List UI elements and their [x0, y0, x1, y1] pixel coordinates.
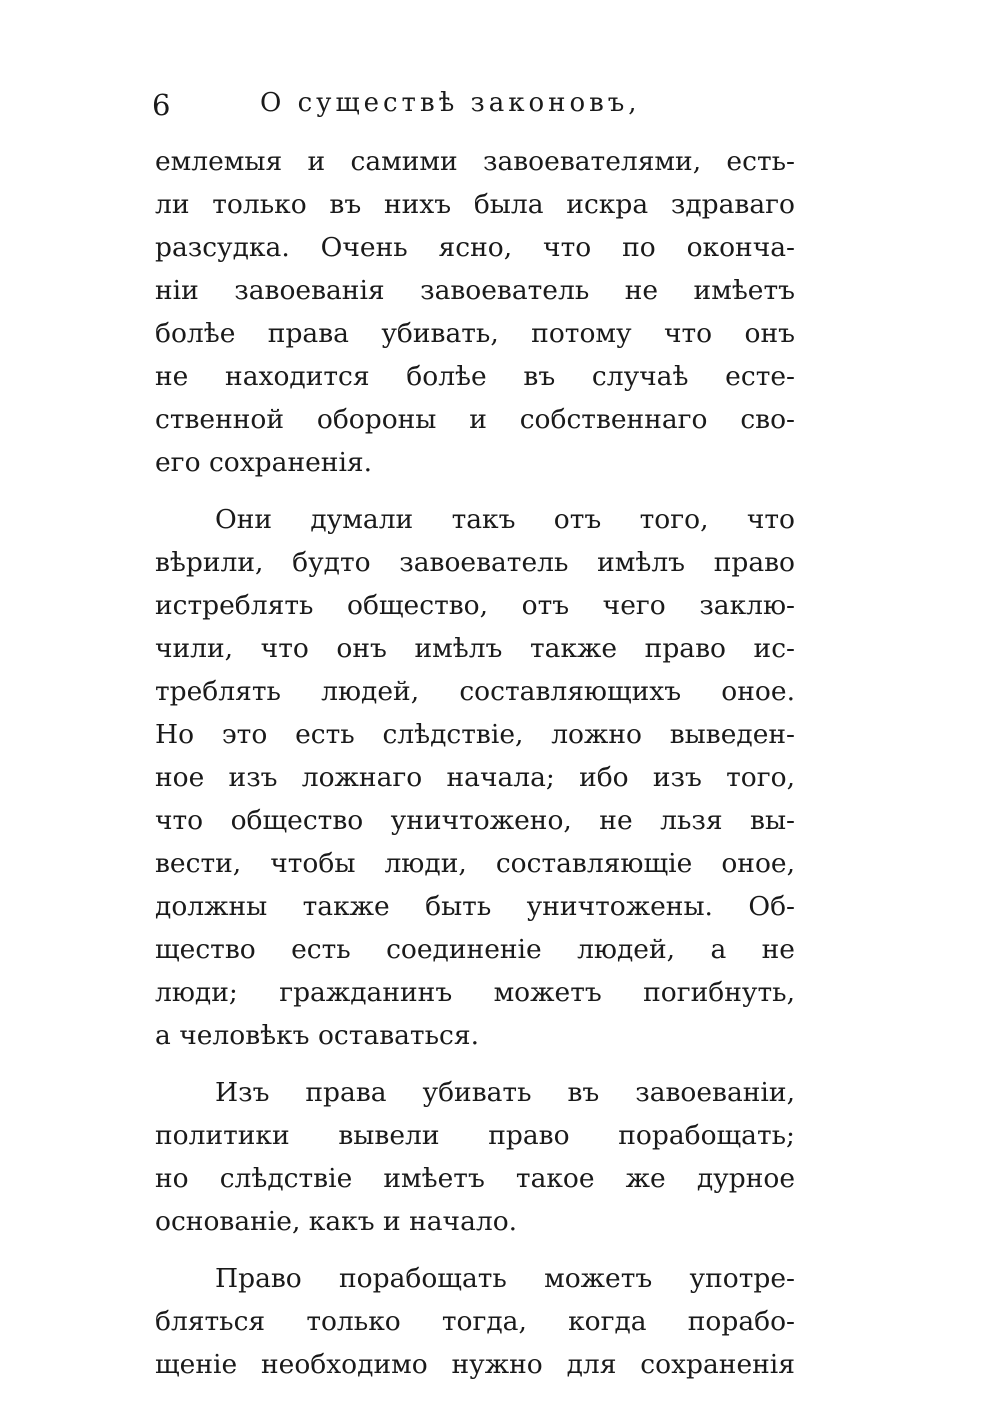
paragraph-1 — [155, 140, 795, 484]
text-line: разсудка. Очень ясно, что по оконча- — [155, 232, 795, 263]
paragraph-4 — [155, 1257, 795, 1386]
text-line: политики вывели право порабощать; — [155, 1120, 795, 1151]
text-line: люди; гражданинъ можетъ погибнуть, — [155, 977, 795, 1008]
text-line: вести, чтобы люди, составляющiе оное, — [155, 848, 795, 879]
text-line: но слѣдствiе имѣетъ такое же дурное — [155, 1163, 795, 1194]
text-line: треблять людей, составляющихъ оное. — [155, 676, 795, 707]
text-line: должны также быть уничтожены. Об- — [155, 891, 795, 922]
text-line: что общество уничтожено, не льзя вы- — [155, 805, 795, 836]
text-line: нiи завоеванiя завоеватель не имѣетъ — [155, 275, 795, 306]
text-line: ли только въ нихъ была искра здраваго — [155, 189, 795, 220]
paragraph-2 — [155, 498, 795, 1057]
text-line: истреблять общество, отъ чего заклю- — [155, 590, 795, 621]
text-line: его сохраненiя. — [155, 447, 373, 478]
text-line: чили, что онъ имѣлъ также право ис- — [155, 633, 795, 664]
text-line: болѣе права убивать, потому что онъ — [155, 318, 795, 349]
text-line: вѣрили, будто завоеватель имѣлъ право — [155, 547, 795, 578]
text-line: ственной обороны и собственнаго сво- — [155, 404, 795, 435]
text-line: Изъ права убивать въ завоеванiи, — [215, 1077, 795, 1108]
text-line: а человѣкъ оставаться. — [155, 1020, 480, 1051]
body-text — [155, 140, 795, 1386]
page-number: 6 — [152, 88, 172, 122]
text-line: основанiе, какъ и начало. — [155, 1206, 518, 1237]
text-line: емлемыя и самими завоевателями, есть- — [155, 146, 795, 177]
text-line: не находится болѣе въ случаѣ есте- — [155, 361, 795, 392]
text-line: щенiе необходимо нужно для сохраненiя — [155, 1349, 795, 1380]
text-line: ное изъ ложнаго начала; ибо изъ того, — [155, 762, 795, 793]
page-header — [152, 88, 812, 128]
text-line: щество есть соединенiе людей, а не — [155, 934, 795, 965]
paragraph-3 — [155, 1071, 795, 1243]
text-line: Они думали такъ отъ того, что — [215, 504, 795, 535]
text-line: Но это есть слѣдствiе, ложно выведен- — [155, 719, 795, 750]
running-title: О существѣ законовъ, — [260, 88, 641, 118]
text-line: Право порабощать можетъ употре- — [215, 1263, 795, 1294]
text-line: бляться только тогда, когда порабо- — [155, 1306, 795, 1337]
